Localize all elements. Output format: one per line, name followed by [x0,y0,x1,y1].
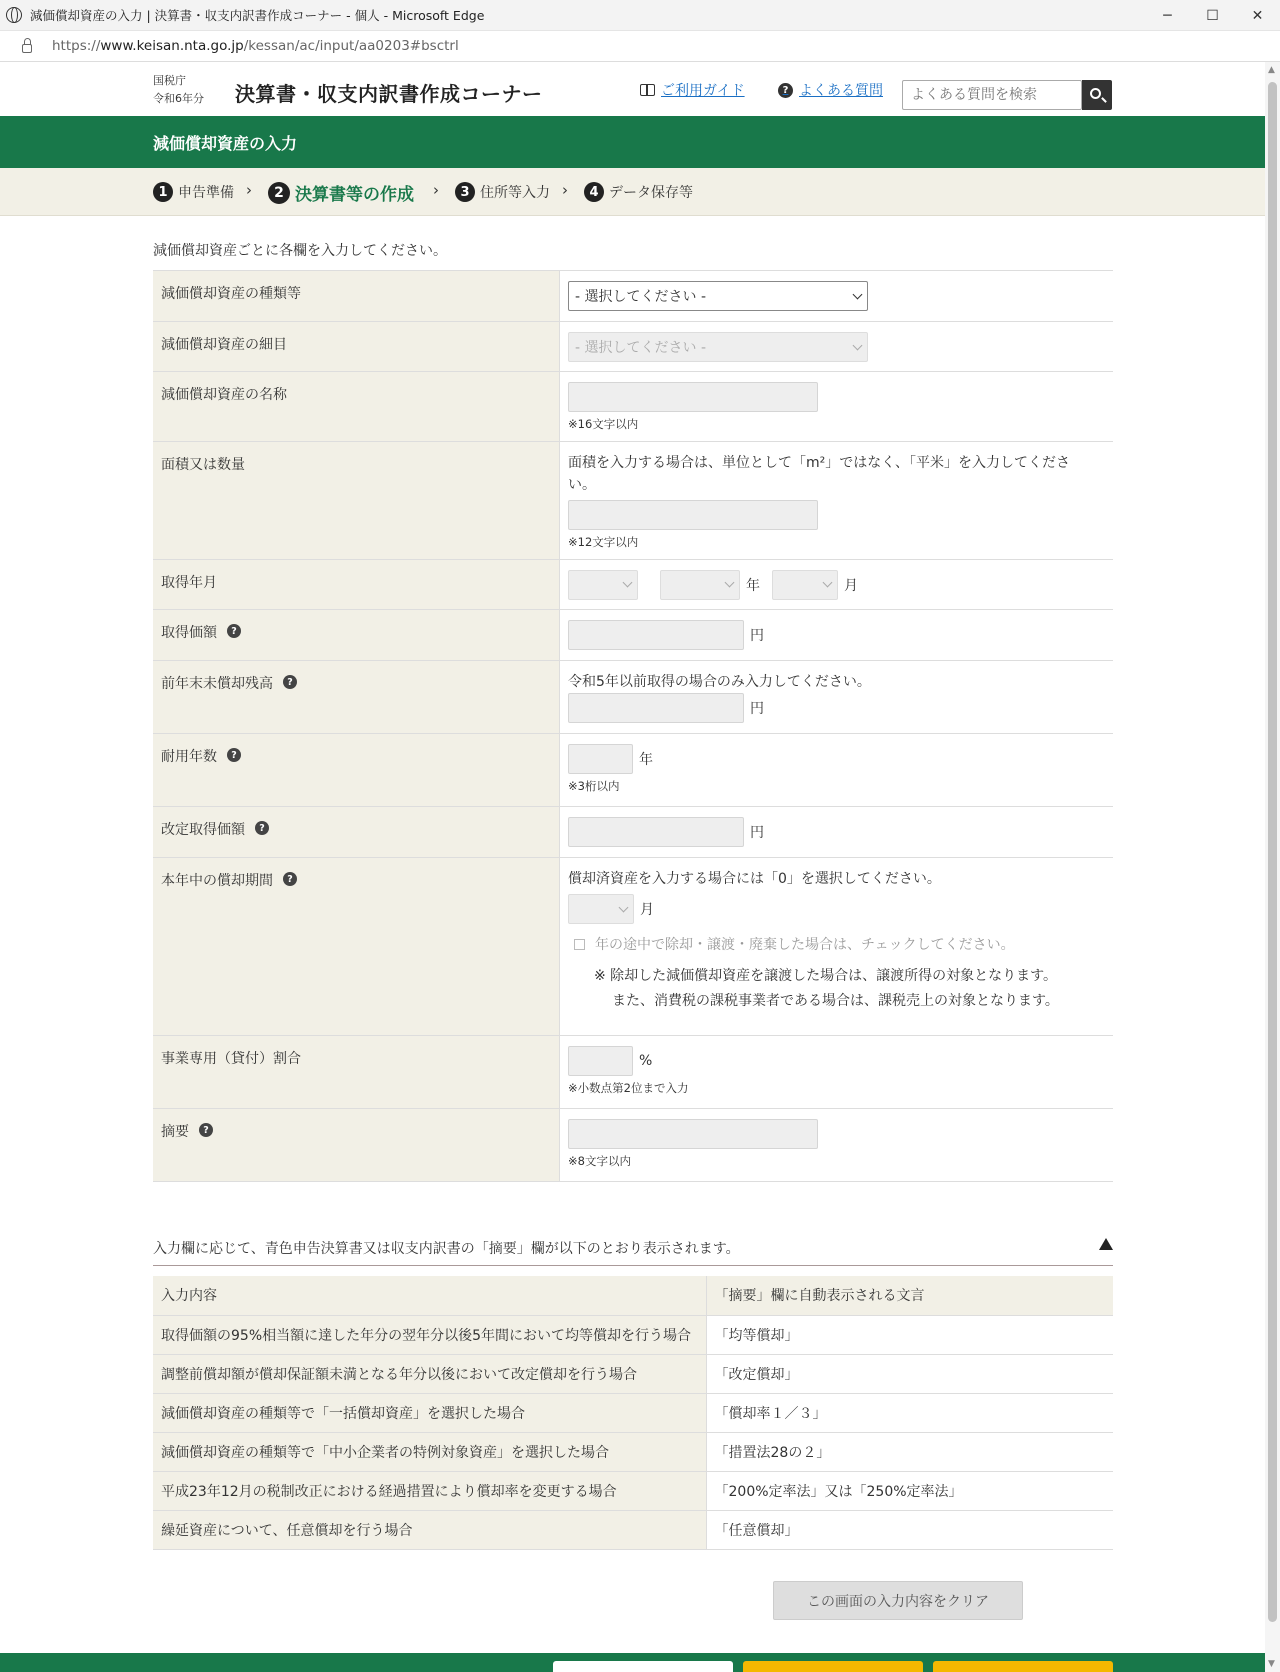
period-month-select[interactable] [568,894,634,924]
close-window-button[interactable]: ✕ [1251,7,1264,24]
field-label: 事業専用（貸付）割合 [153,1036,560,1108]
asset-type-select[interactable]: - 選択してください - [568,281,868,311]
table-header-row: 入力内容 「摘要」欄に自動表示される文言 [153,1276,1113,1315]
field-label: 取得年月 [153,560,560,609]
window-title: 減価償却資産の入力 | 決算書・収支内訳書作成コーナー - 個人 - Microsoft Edge [30,8,485,23]
field-label: 減価償却資産の種類等 [153,271,560,321]
chevron-right-icon: › [562,181,568,199]
site-header [153,68,1113,114]
disposal-warning: ※ 除却した減価償却資産を譲渡した場合は、譲渡所得の対象となります。 また、消費税の課税事業者である場合は、課税売上の対象となります。 [594,968,1059,1009]
row-remarks [153,1109,1113,1182]
chevron-right-icon: › [246,181,252,199]
clear-input-button[interactable]: この画面の入力内容をクリア [773,1581,1023,1620]
faq-search-input[interactable] [902,80,1082,110]
question-icon: ? [778,83,793,98]
chevron-down-icon [619,902,629,912]
field-label: 本年中の償却期間 ? [153,858,560,1035]
field-label: 減価償却資産の名称 [153,372,560,441]
summary-table [153,1276,1113,1550]
footer-button-primary[interactable] [743,1661,923,1672]
intro-text: 減価償却資産ごとに各欄を入力してください。 [153,243,447,259]
minimize-button[interactable]: ─ [1163,7,1172,24]
step-2-current: 2 決算書等の作成 [268,180,414,205]
row-asset-name [153,372,1113,442]
unit-yen: 円 [750,701,764,717]
field-label: 耐用年数 ? [153,734,560,806]
site-name: 決算書・収支内訳書作成コーナー [235,82,543,106]
table-row: 平成23年12月の税制改正における経過措置により償却率を変更する場合 「200%定率法」又は「250%定率法」 [153,1471,1113,1510]
search-button[interactable] [1082,80,1112,110]
book-icon [640,84,655,96]
unit-percent: % [639,1053,653,1069]
year-unit: 年 [746,577,760,594]
field-label: 摘要 ? [153,1109,560,1181]
row-revised-price [153,807,1113,858]
field-note: ※8文字以内 [568,1154,631,1168]
unit-yen: 円 [750,628,764,644]
table-row: 取得価額の95%相当額に達した年分の翌年分以後5年間において均等償却を行う場合 「均等償却」 [153,1315,1113,1354]
globe-icon [6,7,22,23]
unit-yen: 円 [750,825,764,841]
help-icon[interactable]: ? [255,821,269,835]
page-title: 減価償却資産の入力 [153,134,298,153]
table-row: 減価償却資産の種類等で「一括償却資産」を選択した場合 「償却率１／３」 [153,1393,1113,1432]
browser-titlebar [0,0,1280,31]
table-row: 繰延資産について、任意償却を行う場合 「任意償却」 [153,1510,1113,1549]
chevron-down-icon [853,340,863,350]
lock-icon[interactable] [22,44,32,53]
scroll-up-icon[interactable]: ▲ [1268,65,1275,75]
revised-price-input[interactable] [568,817,744,847]
window-controls [1145,0,1280,31]
faq-link[interactable]: ? よくある質問 [778,80,883,100]
disposal-checkbox-row [568,934,1105,954]
remarks-input[interactable] [568,1119,818,1149]
field-label: 減価償却資産の細目 [153,322,560,371]
help-icon[interactable]: ? [283,872,297,886]
prev-balance-input[interactable] [568,693,744,723]
field-note: ※16文字以内 [568,417,639,431]
asset-detail-select: - 選択してください - [568,332,868,362]
row-acq-date [153,560,1113,610]
help-icon[interactable]: ? [227,748,241,762]
chevron-right-icon: › [433,181,439,199]
address-bar[interactable] [0,31,1280,62]
row-business-ratio [153,1036,1113,1109]
useful-life-input[interactable] [568,744,633,774]
field-hint: 償却済資産を入力する場合には「0」を選択してください。 [568,871,941,887]
row-useful-life [153,734,1113,807]
business-ratio-input[interactable] [568,1046,633,1076]
disposal-checkbox[interactable] [574,939,585,950]
field-label: 面積又は数量 [153,442,560,559]
era-select[interactable] [568,570,638,600]
unit-month: 月 [640,902,654,918]
field-hint: 令和5年以前取得の場合のみ入力してください。 [568,674,871,690]
chevron-down-icon [623,578,633,588]
month-select[interactable] [772,570,838,600]
scroll-down-icon[interactable]: ▼ [1268,1659,1275,1669]
asset-name-input[interactable] [568,382,818,412]
month-unit: 月 [844,577,858,594]
help-icon[interactable]: ? [283,675,297,689]
help-icon[interactable]: ? [199,1123,213,1137]
help-icon[interactable]: ? [227,624,241,638]
field-note: ※12文字以内 [568,535,639,549]
collapse-triangle-icon[interactable] [1099,1238,1113,1250]
footer-button-back[interactable] [553,1661,733,1672]
year-select[interactable] [660,570,740,600]
asset-form [153,270,1113,1182]
field-label: 前年末未償却残高 ? [153,661,560,733]
field-hint: 面積を入力する場合は、単位として「m²」ではなく、「平米」を入力してください。 [568,455,1070,493]
chevron-down-icon [823,578,833,588]
page-content [0,62,1265,1672]
tax-year: 令和6年分 [153,92,204,105]
org-name: 国税庁 [153,74,186,87]
chevron-down-icon [853,289,863,299]
field-note: ※3桁以内 [568,779,620,793]
acq-price-input[interactable] [568,620,744,650]
row-period [153,858,1113,1036]
url-text[interactable]: https://www.keisan.nta.go.jp/kessan/ac/input/aa0203#bsctrl [52,38,459,54]
checkbox-label: 年の途中で除却・譲渡・廃棄した場合は、チェックしてください。 [595,937,1015,953]
scrollbar[interactable] [1265,62,1280,1672]
step-3: 3 住所等入力 [455,182,550,202]
footer-bar [0,1653,1265,1672]
footer-button-next[interactable] [933,1661,1113,1672]
unit-year: 年 [639,752,653,768]
field-note: ※小数点第2位まで入力 [568,1081,689,1095]
step-4: 4 データ保存等 [584,182,693,202]
field-label: 取得価額 ? [153,610,560,660]
row-asset-detail [153,322,1113,372]
row-acq-price [153,610,1113,661]
field-label: 改定取得価額 ? [153,807,560,857]
table-row: 減価償却資産の種類等で「中小企業者の特例対象資産」を選択した場合 「措置法28の２」 [153,1432,1113,1471]
row-area [153,442,1113,560]
step-1: 1 申告準備 [153,182,234,202]
summary-toggle[interactable] [153,1230,1113,1266]
table-row: 調整前償却額が償却保証額未満となる年分以後において改定償却を行う場合 「改定償却」 [153,1354,1113,1393]
area-input[interactable] [568,500,818,530]
scrollbar-thumb[interactable] [1268,82,1277,1622]
search-icon [1090,88,1101,99]
guide-link[interactable]: ご利用ガイド [640,80,745,100]
progress-steps [0,168,1265,216]
row-asset-type [153,271,1113,322]
chevron-down-icon [725,578,735,588]
maximize-button[interactable]: ☐ [1206,7,1219,24]
row-prev-balance [153,661,1113,734]
page-title-bar [0,116,1265,168]
summary-title: 入力欄に応じて、青色申告決算書又は収支内訳書の「摘要」欄が以下のとおり表示されます。 [153,1241,740,1257]
